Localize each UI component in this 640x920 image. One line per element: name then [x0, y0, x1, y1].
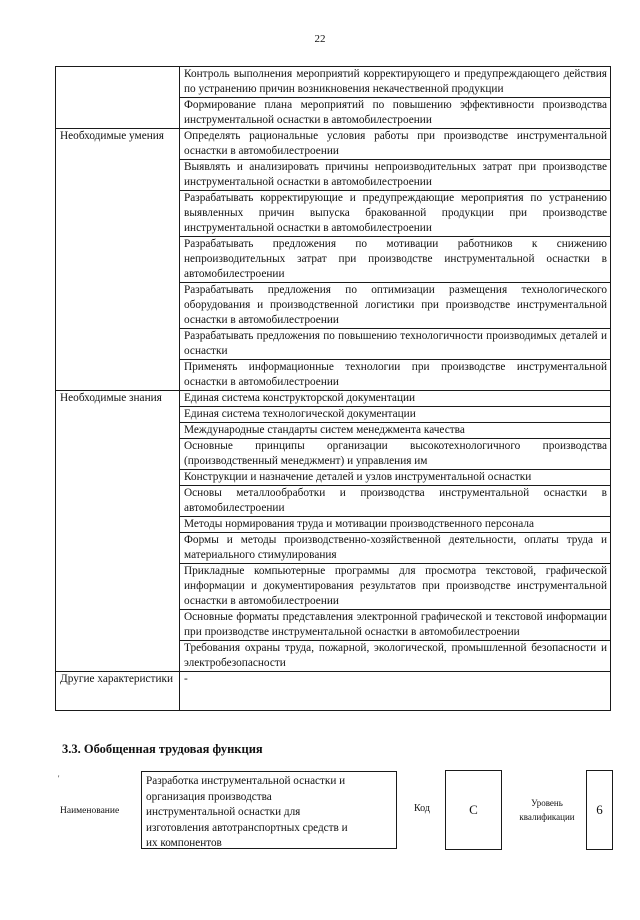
name-value-box [141, 771, 397, 849]
skill-item: Разрабатывать предложения по оптимизации размещения технологического оборудования и производственной логистики при производстве инструментальной оснастки в автомобилестроении [180, 283, 611, 329]
continuation-label-cell [56, 67, 180, 129]
knowledge-item: Единая система конструкторской документации [180, 391, 611, 407]
table-row [56, 391, 611, 407]
knowledge-item: Основные форматы представления электронной графической и текстовой информации при производстве инструментальной оснастки в автомобилестроении [180, 610, 611, 641]
skill-item: Разрабатывать корректирующие и предупреждающие мероприятия по устранению выявленных причин выпуска бракованной продукции при производстве инструментальной оснастки в автомобилестроении [180, 191, 611, 237]
knowledge-item: Формы и методы производственно-хозяйственной деятельности, оплаты труда и материального стимулирования [180, 533, 611, 564]
table-row [56, 129, 611, 160]
name-line: их компонентов [146, 837, 222, 849]
table-row [56, 672, 611, 711]
knowledge-item: Требования охраны труда, пожарной, экологической, промышленной безопасности и электробезопасности [180, 641, 611, 672]
knowledge-label: Необходимые знания [56, 391, 180, 672]
name-line: Разработка инструментальной оснастки и [146, 775, 346, 787]
knowledge-item: Прикладные компьютерные программы для просмотра текстовой, графической информации и документирования результатов при производстве инструментальной оснастки в автомобилестроении [180, 564, 611, 610]
level-label [510, 796, 584, 824]
name-line: изготовления автотранспортных средств и [146, 821, 348, 834]
level-value-box [586, 770, 613, 850]
other-value: - [180, 672, 611, 711]
skill-item: Разрабатывать предложения по повышению технологичности производимых деталей и оснастки [180, 329, 611, 360]
name-line: инструментальной оснастки для [146, 806, 301, 818]
level-label-line: Уровень [531, 798, 563, 808]
table-row [56, 67, 611, 98]
stray-mark: ' [58, 774, 60, 783]
knowledge-item: Основы металлообработки и производства инструментальной оснастки в автомобилестроении [180, 486, 611, 517]
name-line: организация производства [146, 790, 272, 803]
skill-item: Применять информационные технологии при производстве инструментальной оснастки в автомобилестроении [180, 360, 611, 391]
knowledge-item: Основные принципы организации высокотехнологичного производства (производственный менеджмент) и управления им [180, 439, 611, 470]
knowledge-item: Конструкции и назначение деталей и узлов инструментальной оснастки [180, 470, 611, 486]
code-label: Код [414, 803, 430, 814]
page-number: 22 [314, 33, 326, 45]
skills-label: Необходимые умения [56, 129, 180, 391]
competency-table [55, 66, 611, 711]
other-label: Другие характеристики [56, 672, 180, 711]
code-value: C [469, 802, 478, 817]
knowledge-item: Методы нормирования труда и мотивации производственного персонала [180, 517, 611, 533]
continuation-item: Контроль выполнения мероприятий корректирующего и предупреждающего действия по устранению причин возникновения некачественной продукции [180, 67, 611, 98]
level-value: 6 [596, 802, 603, 817]
name-label: Наименование [60, 806, 120, 816]
skill-item: Определять рациональные условия работы при производстве инструментальной оснастки в автомобилестроении [180, 129, 611, 160]
level-label-line: квалификации [519, 812, 575, 822]
continuation-item: Формирование плана мероприятий по повышению эффективности производства инструментальной оснастки в автомобилестроении [180, 98, 611, 129]
knowledge-item: Единая система технологической документации [180, 407, 611, 423]
skill-item: Разрабатывать предложения по мотивации работников к снижению непроизводительных затрат при производстве инструментальной оснастки в автомобилестроении [180, 237, 611, 283]
skill-item: Выявлять и анализировать причины непроизводительных затрат при производстве инструментальной оснастки в автомобилестроении [180, 160, 611, 191]
knowledge-item: Международные стандарты систем менеджмента качества [180, 423, 611, 439]
code-value-box [445, 770, 502, 850]
section-title: 3.3. Обобщенная трудовая функция [62, 742, 263, 756]
